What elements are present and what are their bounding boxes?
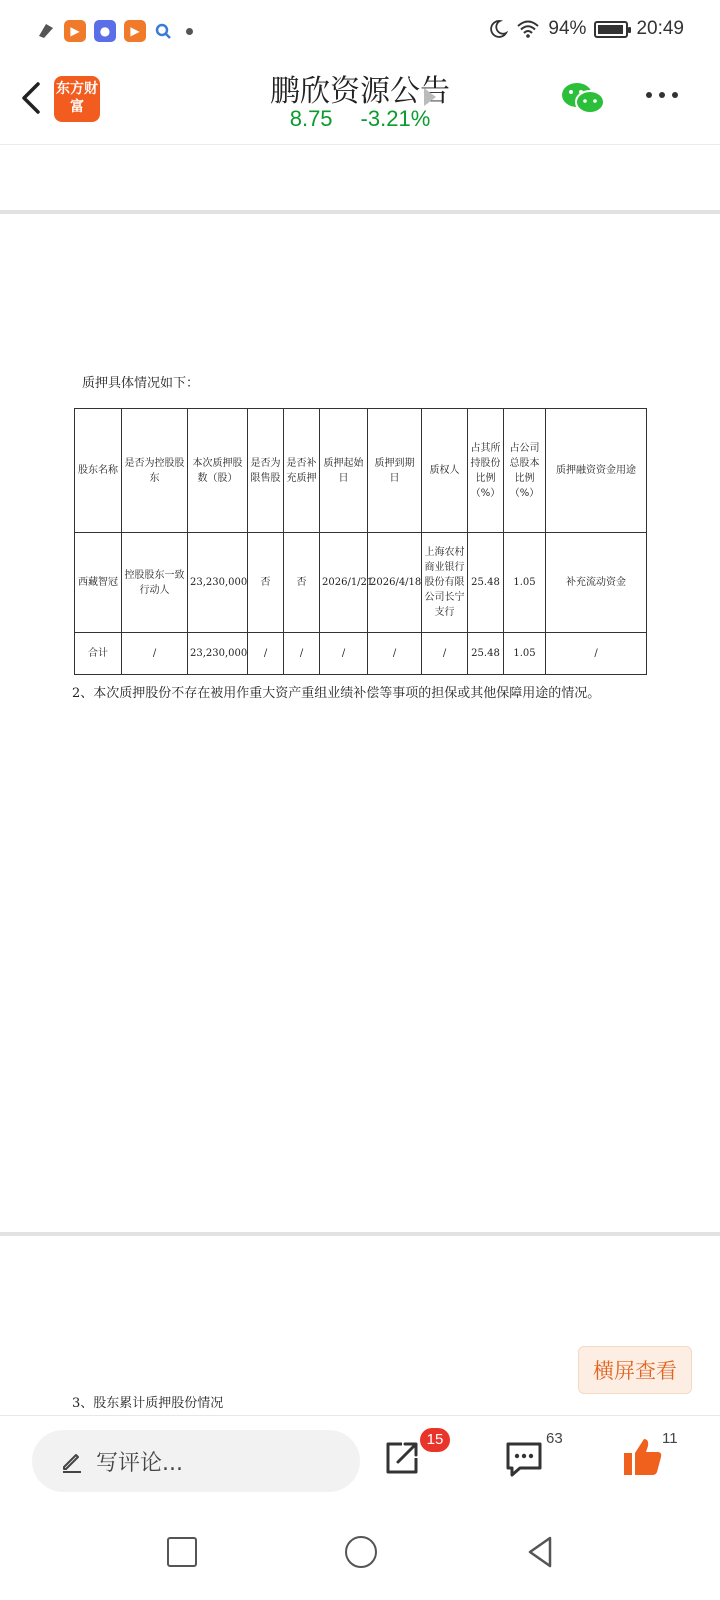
search-app-icon xyxy=(154,22,172,40)
like-count: 11 xyxy=(662,1430,678,1447)
page-divider-top xyxy=(0,210,720,214)
recent-apps-button[interactable] xyxy=(167,1537,197,1567)
section-3-heading: 3、股东累计质押股份情况 xyxy=(72,1396,224,1411)
status-bar xyxy=(0,0,720,64)
table-header-cell: 占其所持股份比例（%） xyxy=(468,409,504,533)
table-header-cell: 是否为控股股东 xyxy=(122,409,188,533)
table-cell: 2026/1/21 xyxy=(320,533,368,633)
header-divider xyxy=(0,144,720,145)
more-notifications-dot xyxy=(186,28,193,35)
clock: 20:49 xyxy=(636,18,684,39)
table-total-row xyxy=(75,633,647,675)
bottom-bar-divider xyxy=(0,1415,720,1416)
pen-icon xyxy=(60,1449,84,1473)
table-cell: 上海农村商业银行股份有限公司长宁支行 xyxy=(422,533,468,633)
wifi-icon xyxy=(516,19,540,39)
stock-quote xyxy=(0,106,720,132)
wechat-icon[interactable] xyxy=(560,80,606,116)
table-cell: 补充流动资金 xyxy=(546,533,647,633)
table-cell: 25.48 xyxy=(468,633,504,675)
system-status xyxy=(488,18,684,40)
share-count-badge: 15 xyxy=(420,1428,450,1452)
robot-app-icon: ● xyxy=(94,20,116,42)
page-divider-bottom xyxy=(0,1232,720,1236)
table-header-cell: 是否为限售股 xyxy=(248,409,284,533)
comment-placeholder: 写评论... xyxy=(96,1450,183,1476)
nav-back-icon[interactable] xyxy=(526,1534,556,1570)
table-header-cell: 占公司总股本比例（%） xyxy=(504,409,546,533)
table-cell: 23,230,000 xyxy=(188,533,248,633)
comment-count: 63 xyxy=(546,1430,563,1447)
expand-arrow-icon[interactable] xyxy=(424,88,436,106)
table-header-cell: 质押起始日 xyxy=(320,409,368,533)
table-header-cell: 股东名称 xyxy=(75,409,122,533)
table-cell: 合计 xyxy=(75,633,122,675)
table-cell: 否 xyxy=(284,533,320,633)
pledge-table xyxy=(74,408,647,675)
video-app-icon-2: ▶ xyxy=(124,20,146,42)
table-cell: 23,230,000 xyxy=(188,633,248,675)
table-header-cell: 质权人 xyxy=(422,409,468,533)
table-cell: 25.48 xyxy=(468,533,504,633)
app-logo[interactable]: 东方财富 xyxy=(54,76,100,122)
table-cell: 控股股东一致行动人 xyxy=(122,533,188,633)
battery-percent: 94% xyxy=(548,18,587,39)
table-cell: / xyxy=(284,633,320,675)
table-header-cell: 是否补充质押 xyxy=(284,409,320,533)
table-cell: 否 xyxy=(248,533,284,633)
table-cell: 1.05 xyxy=(504,633,546,675)
table-cell: 西藏智冠 xyxy=(75,533,122,633)
table-header-cell: 本次质押股数（股） xyxy=(188,409,248,533)
like-icon[interactable] xyxy=(622,1436,664,1478)
table-cell: / xyxy=(368,633,422,675)
app-header xyxy=(0,64,720,144)
table-cell: / xyxy=(122,633,188,675)
page-title: 鹏欣资源公告 xyxy=(270,74,450,109)
pledge-note: 2、本次质押股份不存在被用作重大资产重组业绩补偿等事项的担保或其他保障用途的情况。 xyxy=(72,686,601,701)
signal-app-icon xyxy=(36,21,56,41)
table-header-cell: 质押到期日 xyxy=(368,409,422,533)
table-header-cell: 质押融资资金用途 xyxy=(546,409,647,533)
battery-icon xyxy=(594,21,628,38)
table-header-row xyxy=(75,409,647,533)
landscape-view-button[interactable]: 横屏查看 xyxy=(578,1346,692,1394)
table-cell: / xyxy=(546,633,647,675)
notification-icons xyxy=(36,20,193,42)
moon-icon xyxy=(488,19,508,39)
battery-fill xyxy=(598,25,622,34)
comment-input[interactable] xyxy=(32,1430,360,1492)
table-cell: / xyxy=(248,633,284,675)
table-cell: 2026/4/18 xyxy=(368,533,422,633)
comment-icon[interactable] xyxy=(504,1440,544,1478)
pledge-intro: 质押具体情况如下： xyxy=(82,376,200,391)
table-row xyxy=(75,533,647,633)
table-cell: / xyxy=(422,633,468,675)
share-icon[interactable] xyxy=(382,1438,422,1478)
table-cell: 1.05 xyxy=(504,533,546,633)
stock-price: 8.75 xyxy=(289,106,333,131)
stock-change: -3.21% xyxy=(360,106,431,131)
video-app-icon: ▶ xyxy=(64,20,86,42)
table-cell: / xyxy=(320,633,368,675)
home-button[interactable] xyxy=(345,1536,377,1568)
more-icon[interactable] xyxy=(646,92,678,98)
